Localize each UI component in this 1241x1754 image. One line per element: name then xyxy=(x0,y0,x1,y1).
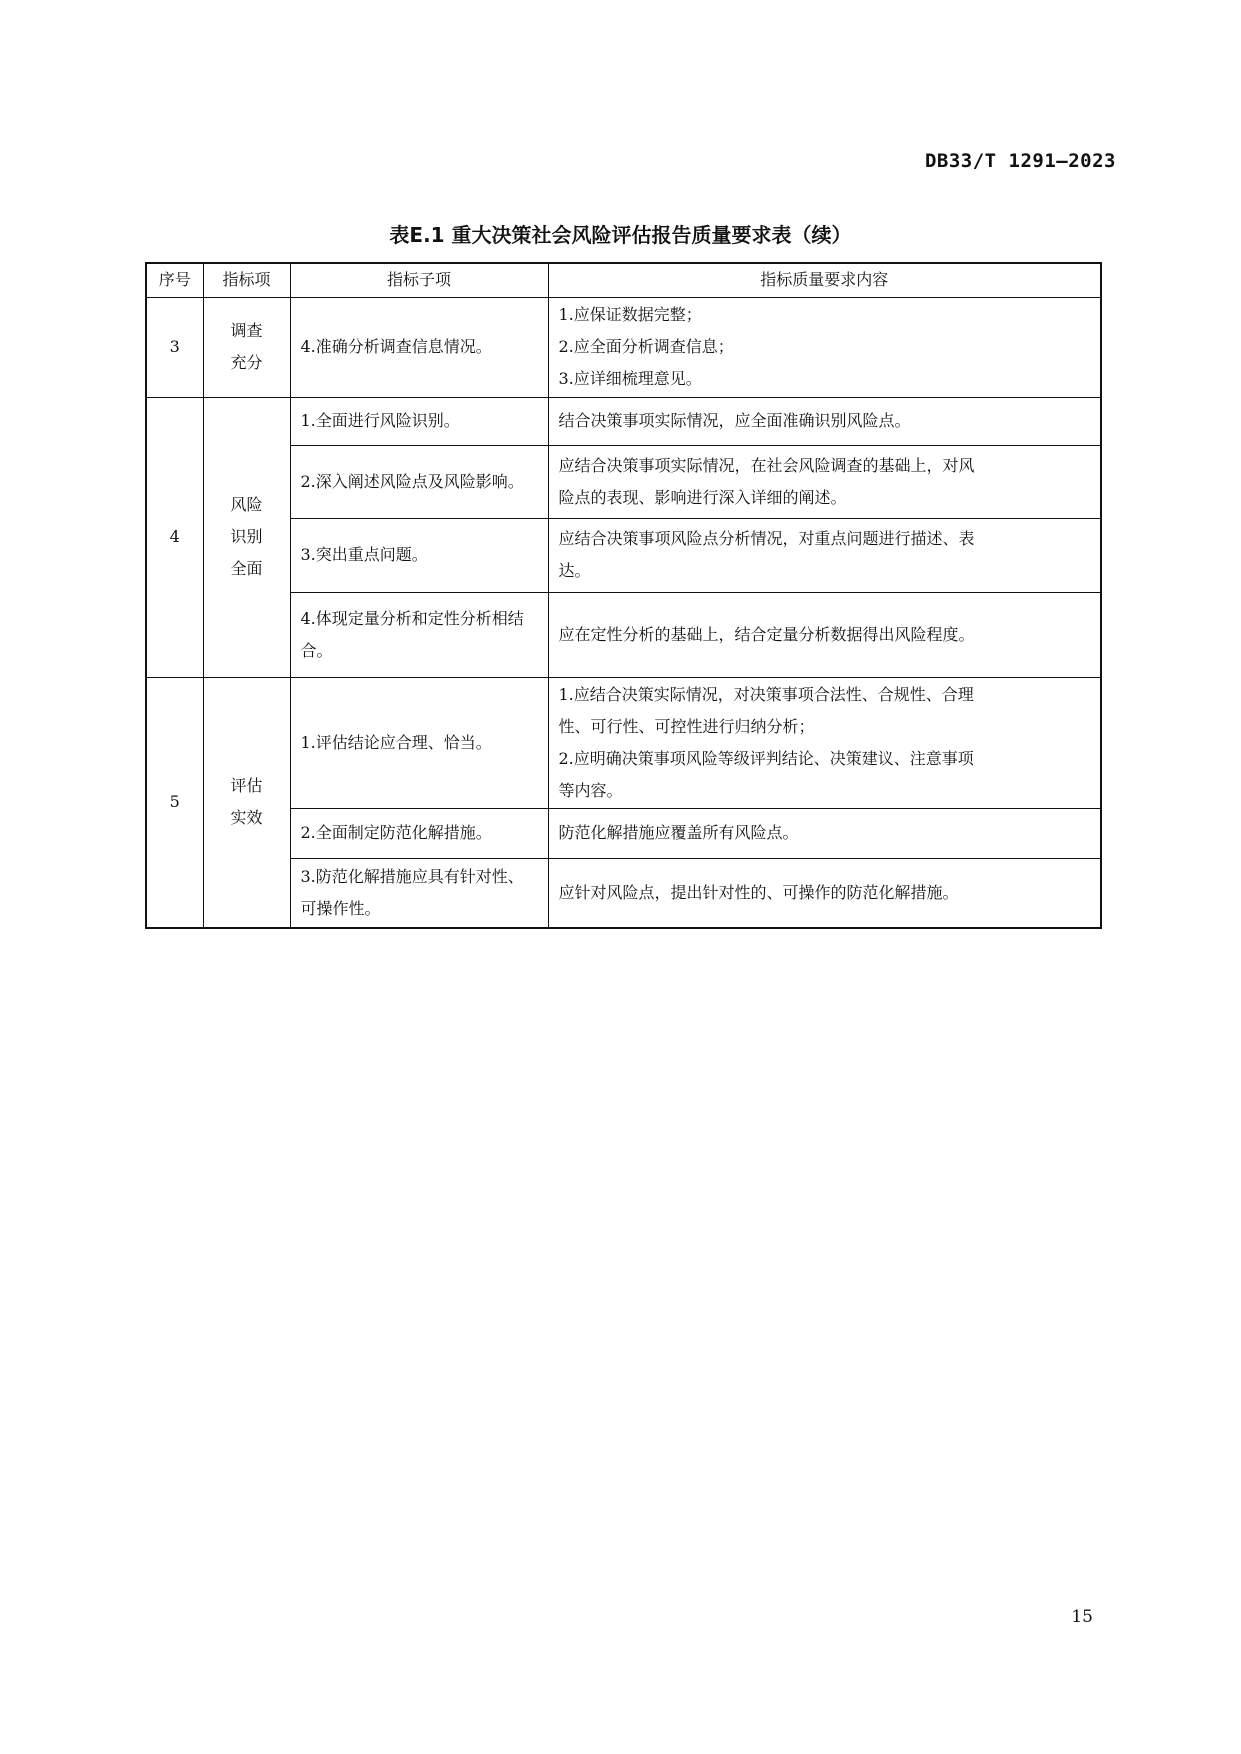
indicator-subitem xyxy=(290,592,548,677)
requirement-line: 2.应明确决策事项风险等级评判结论、决策建议、注意事项 xyxy=(558,748,974,768)
indicator-item-line: 风险 xyxy=(230,495,263,514)
subitem-line: 合。 xyxy=(300,640,333,660)
indicator-item-line: 全面 xyxy=(230,559,263,578)
column-header-requirement: 指标质量要求内容 xyxy=(548,263,1101,297)
requirement-content xyxy=(548,397,1101,445)
requirement-line: 1.应结合决策实际情况，对决策事项合法性、合规性、合理 xyxy=(558,684,974,704)
row-number: 3 xyxy=(146,297,203,397)
indicator-subitem xyxy=(290,445,548,518)
table-row xyxy=(146,397,1101,445)
table-row xyxy=(146,808,1101,858)
subitem-line: 1.全面进行风险识别。 xyxy=(300,411,460,430)
indicator-item-line: 评估 xyxy=(230,776,263,796)
subitem-line: 2.全面制定防范化解措施。 xyxy=(300,823,492,842)
table-title: 表E.1 重大决策社会风险评估报告质量要求表（续） xyxy=(389,223,852,247)
table-row xyxy=(146,445,1101,518)
indicator-item-line: 调查 xyxy=(230,321,263,340)
table-row xyxy=(146,858,1101,928)
requirement-line: 3.应详细梳理意见。 xyxy=(558,369,702,388)
table-row xyxy=(146,592,1101,677)
requirement-line: 1.应保证数据完整； xyxy=(558,305,702,324)
requirement-line: 结合决策事项实际情况，应全面准确识别风险点。 xyxy=(558,411,911,430)
indicator-subitem xyxy=(290,677,548,808)
requirement-line: 2.应全面分析调查信息； xyxy=(558,337,734,356)
requirement-line: 应在定性分析的基础上，结合定量分析数据得出风险程度。 xyxy=(558,624,975,644)
table-row xyxy=(146,518,1101,592)
row-number: 5 xyxy=(146,677,203,928)
column-header-subitem: 指标子项 xyxy=(290,263,548,297)
subitem-line: 可操作性。 xyxy=(300,898,381,918)
subitem-line: 3.防范化解措施应具有针对性、 xyxy=(300,866,524,886)
indicator-item xyxy=(203,677,290,928)
table-row xyxy=(146,677,1101,808)
requirement-line: 等内容。 xyxy=(558,780,623,800)
requirement-content xyxy=(548,592,1101,677)
column-header-item: 指标项 xyxy=(203,263,290,297)
requirement-line: 应结合决策事项实际情况，在社会风险调查的基础上，对风 xyxy=(558,455,975,475)
indicator-subitem xyxy=(290,518,548,592)
column-header-no: 序号 xyxy=(146,263,203,297)
indicator-item-line: 充分 xyxy=(230,353,263,372)
subitem-line: 2.深入阐述风险点及风险影响。 xyxy=(300,471,524,491)
indicator-item-line: 识别 xyxy=(230,527,263,546)
indicator-item-line: 实效 xyxy=(230,808,263,828)
requirement-content xyxy=(548,518,1101,592)
indicator-item xyxy=(203,397,290,677)
indicator-subitem xyxy=(290,297,548,397)
requirement-content xyxy=(548,808,1101,858)
table-header-row xyxy=(146,263,1101,297)
subitem-line: 4.准确分析调查信息情况。 xyxy=(300,337,492,356)
subitem-line: 1.评估结论应合理、恰当。 xyxy=(300,732,492,752)
requirement-line: 达。 xyxy=(558,561,591,580)
requirement-line: 险点的表现、影响进行深入详细的阐述。 xyxy=(558,487,847,507)
subitem-line: 3.突出重点问题。 xyxy=(300,545,428,564)
row-number: 4 xyxy=(146,397,203,677)
document-code: DB33/T 1291—2023 xyxy=(924,150,1116,172)
indicator-item xyxy=(203,297,290,397)
table-row xyxy=(146,297,1101,397)
requirement-content xyxy=(548,677,1101,808)
indicator-subitem xyxy=(290,858,548,928)
requirement-line: 性、可行性、可控性进行归纳分析； xyxy=(558,716,815,736)
requirement-line: 应针对风险点，提出针对性的、可操作的防范化解措施。 xyxy=(558,882,959,902)
requirement-content xyxy=(548,297,1101,397)
indicator-subitem xyxy=(290,397,548,445)
requirement-line: 防范化解措施应覆盖所有风险点。 xyxy=(558,823,799,842)
requirement-content xyxy=(548,445,1101,518)
requirement-line: 应结合决策事项风险点分析情况，对重点问题进行描述、表 xyxy=(558,529,975,548)
subitem-line: 4.体现定量分析和定性分析相结 xyxy=(300,608,524,628)
page-number: 15 xyxy=(1071,1607,1093,1627)
quality-requirements-table xyxy=(145,262,1102,929)
requirement-content xyxy=(548,858,1101,928)
indicator-subitem xyxy=(290,808,548,858)
